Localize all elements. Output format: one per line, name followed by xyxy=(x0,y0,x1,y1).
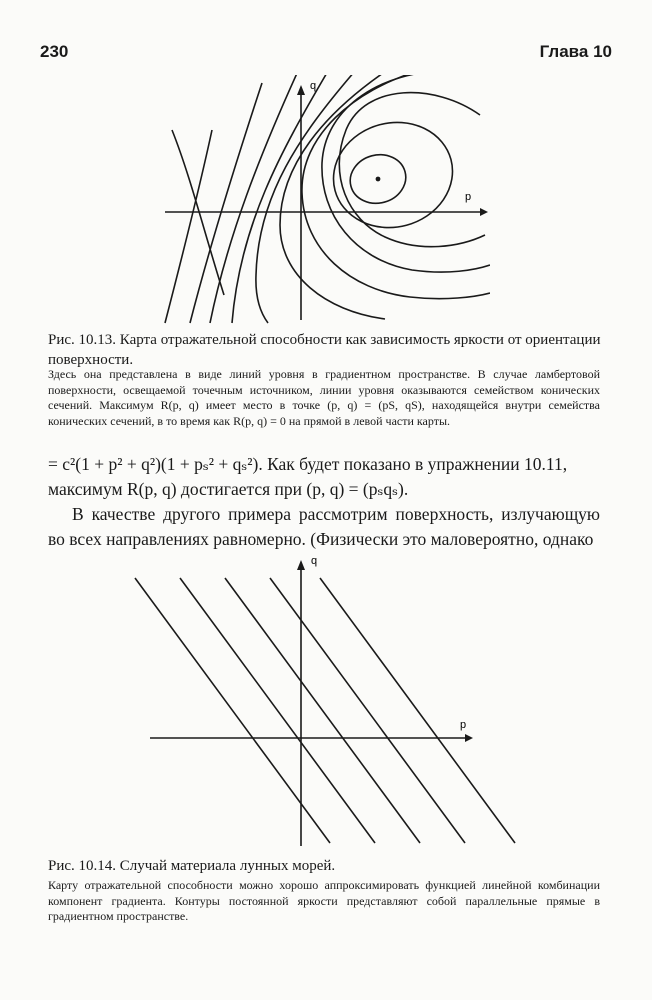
p-axis-arrow xyxy=(465,734,473,742)
page-header xyxy=(40,42,612,66)
reflectance-map-plot xyxy=(150,75,490,325)
p-axis-arrow xyxy=(480,208,488,216)
maximum-line: максимум R(p, q) достигается при (p, q) = (pₛqₛ). xyxy=(48,479,409,499)
figure-13-caption-body: Здесь она представлена в виде линий уровня в градиентном пространстве. В случае ламбертовой поверхности, освещаемой точечным источником, линии уровня оказываются семейством конических сечений. Максимум R(p, q) имеет место в точке (p, q) = (pS, qS), находящейся внутри семейства конических сечений, в то время как R(p, q) = 0 на прямой в левой части карты. xyxy=(48,367,600,428)
axis-label-p: p xyxy=(465,191,472,203)
figure-14-caption-body: Карту отражательной способности можно хорошо аппроксимировать функцией линейной комбинации компонент градиента. Контуры постоянной яркости представляют собой параллельные прямые в градиентном пространстве. xyxy=(48,878,600,923)
lunar-maria-plot xyxy=(125,548,525,848)
contour-6 xyxy=(280,75,386,319)
q-axis-arrow xyxy=(297,560,305,570)
contour-10 xyxy=(190,83,262,323)
figure-lunar-maria xyxy=(125,548,525,848)
maximum-point xyxy=(376,177,381,182)
contour-9 xyxy=(210,75,298,323)
body-text-block xyxy=(48,452,600,552)
body-paragraph: В качестве другого примера рассмотрим поверхность, излучающую во всех направлениях равномерно. (Физически это маловероятно, однако xyxy=(48,504,600,549)
contour-11 xyxy=(165,130,212,323)
contour-5 xyxy=(302,75,490,299)
axis-label-q: q xyxy=(311,555,318,567)
equation-line: = c²(1 + p² + q²)(1 + pₛ² + qₛ²). Как будет показано в упражнении 10.11, xyxy=(48,454,568,474)
contour-2 xyxy=(322,109,465,241)
contour-line-3 xyxy=(225,578,420,843)
q-axis-arrow xyxy=(297,85,305,95)
chapter-title: Глава 10 xyxy=(539,42,612,61)
axis-label-q: q xyxy=(310,80,317,92)
page-number: 230 xyxy=(40,42,69,61)
figure-13-caption-title: Рис. 10.13. Карта отражательной способности как зависимость яркости от ориентации поверхности. xyxy=(48,332,601,368)
axis-label-p: p xyxy=(460,719,467,731)
figure-reflectance-map xyxy=(150,75,490,325)
contour-line-4 xyxy=(270,578,465,843)
contour-line-5 xyxy=(320,578,515,843)
figure-14-caption-title: Рис. 10.14. Случай материала лунных морей. xyxy=(48,858,336,874)
contour-line-2 xyxy=(180,578,375,843)
